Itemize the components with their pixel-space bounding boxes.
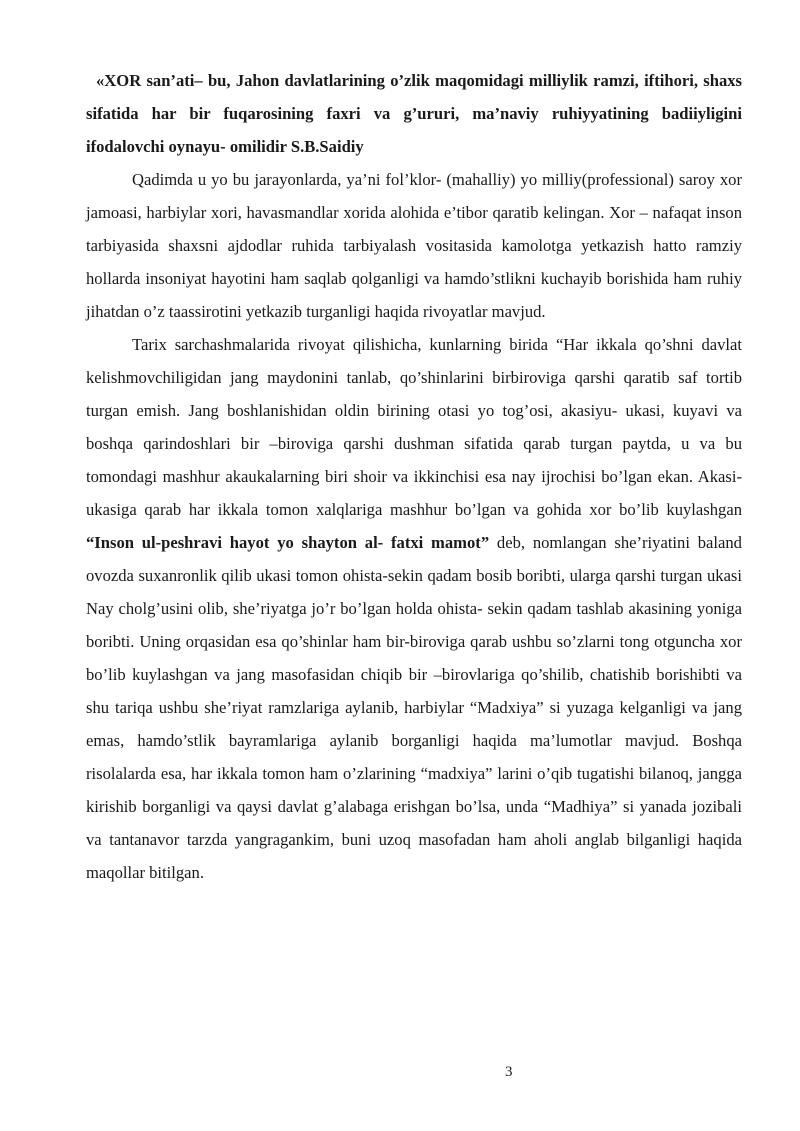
paragraph-2 [86, 328, 742, 889]
epigraph-quote: «XOR san’ati– bu, Jahon davlatlarining o’zlik maqomidagi milliylik ramzi, iftihori, shaxs sifatida har bir fuqarosining faxri va g’ururi, ma’naviy ruhiyyatining badiiyligini ifodalovchi oynayu- omilidir S.B.Saidiy [86, 71, 742, 156]
paragraph-1: Qadimda u yo bu jarayonlarda, ya’ni fol’klor- (mahalliy) yo milliy(professional) saroy xor jamoasi, harbiylar xori, havasmandlar xorida alohida e’tibor qaratib kelingan. Xor – nafaqat inson tarbiyasida shaxsni ajdodlar ruhida tarbiyalash vositasida kamolotga yetkazish hatto ramziy hollarda insoniyat hayotini ham saqlab qolganligi va hamdo’stlikni kuchayib borishida ham ruhiy jihatdan o’z taassirotini yetkazib turganligi haqida rivoyatlar mavjud. [86, 170, 742, 321]
page-number: 3 [505, 1064, 513, 1080]
paragraph-2-text-end: deb, nomlangan she’riyatini baland ovozda suxanronlik qilib ukasi tomon ohista-sekin qadam bosib boribti, ularga qarshi turgan ukasi Nay cholg’usini olib, she’riyatga jo’r bo’lgan holda ohista- sekin qadam tashlab akasining yoniga boribti. Uning orqasidan esa qo’shinlar ham bir-biroviga qarab ushbu so’zlarni tong otguncha xor bo’lib kuylashgan va jang masofasidan chiqib bir –birovlariga qo’shilib, chatishib borishibti va shu tariqa ushbu she’riyat ramzlariga aylanib, harbiylar “Madxiya” si yuzaga kelganligi va jang emas, hamdo’stlik bayramlariga aylanib borganligi haqida ma’lumotlar mavjud. Boshqa risolalarda esa, har ikkala tomon ham o’zlarining “madxiya” larini o’qib tugatishi bilanoq, jangga kirishib borganligi va qaysi davlat g’alabaga erishgan bo’lsa, unda “Madhiya” si yanada jozibali va tantanavor tarzda yangragankim, buni uzoq masofadan ham aholi anglab bilganligi haqida maqollar bitilgan. [86, 533, 742, 882]
paragraph-2-bold-quote: “Inson ul-peshravi hayot yo shayton al- fatxi mamot” [86, 533, 490, 552]
page-body [86, 64, 742, 889]
paragraph-2-text-start: Tarix sarchashmalarida rivoyat qilishicha, kunlarning birida “Har ikkala qo’shni davlat kelishmovchiligidan jang maydonini tanlab, qo’shinlarini birbiroviga qarshi qaratib saf tortib turgan emish. Jang boshlanishidan oldin birining otasi yo tog’osi, akasiyu- ukasi, kuyavi va boshqa qarindoshlari bir –biroviga qarshi dushman sifatida qarab turgan paytda, u va bu tomondagi mashhur akaukalarning biri shoir va ikkinchisi esa nay ijrochisi bo’lgan ekan. Akasi- ukasiga qarab har ikkala tomon xalqlariga mashhur bo’lgan va gohida xor bo’lib kuylashgan [86, 335, 742, 519]
